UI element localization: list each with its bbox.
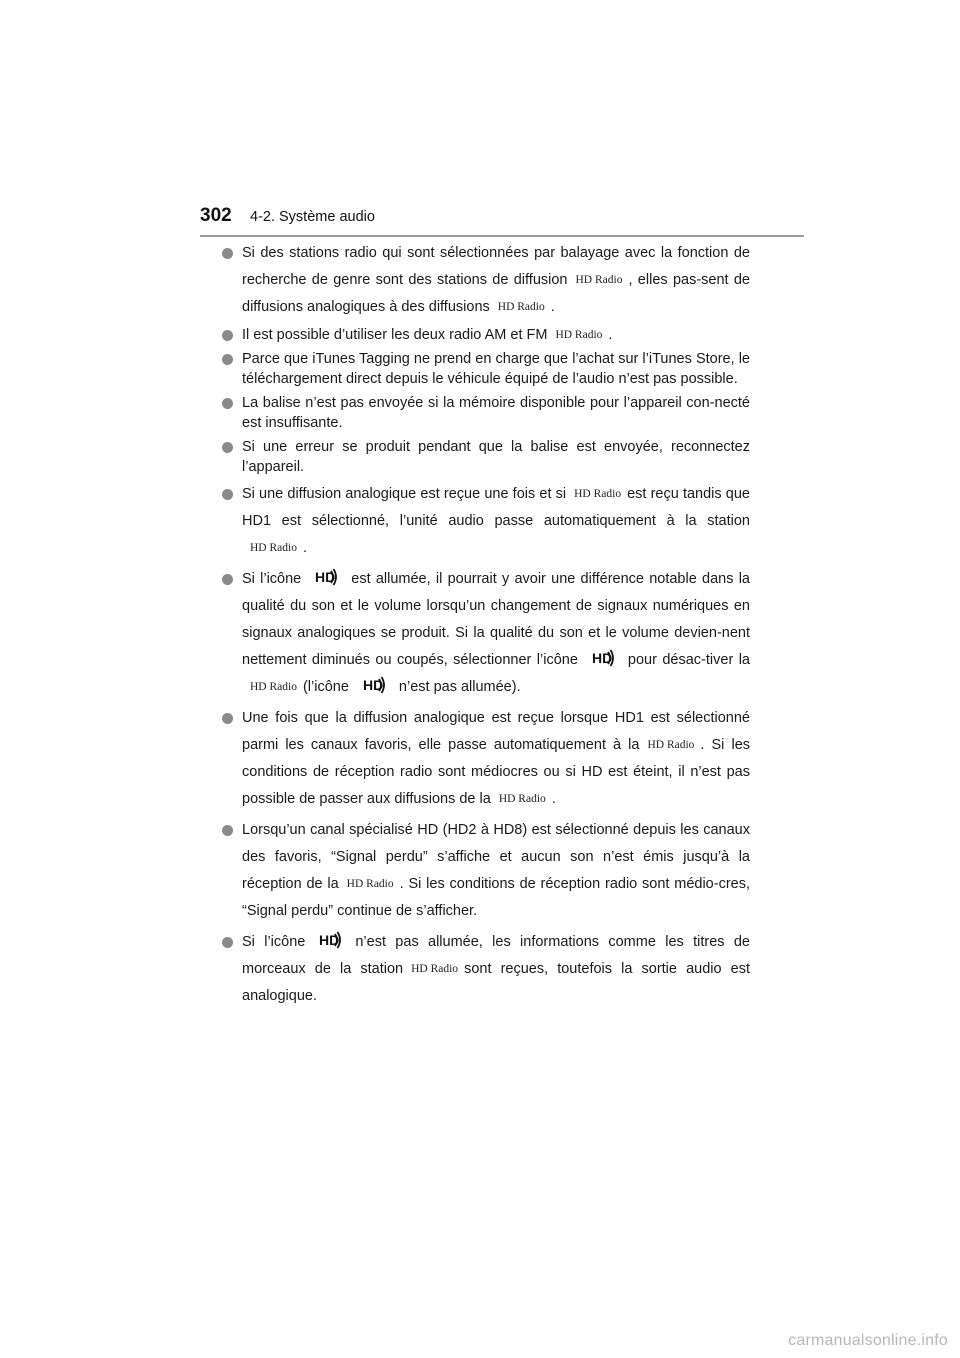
hd-radio-label: HD Radio (250, 542, 297, 554)
bullet-text: Si une erreur se produit pendant que la balise est envoyée, reconnectez l’appareil. (242, 439, 750, 475)
bullet-item (222, 437, 750, 477)
bullet-text: Si des stations radio qui sont sélectionnées par balayage avec la fonction de recherche de genre sont des stations de diffusion (242, 245, 750, 288)
bullet-item (222, 325, 750, 345)
bullet-text: Lorsqu’un canal spécialisé HD (HD2 à HD8) est sélectionné depuis les canaux des favoris, “Signal perdu” s’affiche et aucun son n’est émis jusqu’à la réception de la (242, 822, 750, 892)
hd-radio-label: HD Radio (647, 739, 695, 751)
hd-radio-label: HD Radio (574, 488, 622, 500)
bullet-dot (222, 937, 233, 948)
bullet-dot (222, 574, 233, 585)
bullet-dot (222, 330, 233, 341)
bullet-dot (222, 489, 233, 500)
bullet-item (222, 393, 750, 433)
bullet-text: est reçu tandis que HD1 est sélectionné, l’unité audio passe automatiquement à la station (242, 486, 750, 529)
hd-radio-label: HD Radio (250, 681, 297, 693)
section-title: 4-2. Système audio (250, 209, 375, 225)
bullet-item (222, 705, 750, 813)
bullet-item (222, 566, 750, 701)
hd-radio-label: HD Radio (346, 878, 394, 890)
bullet-text: Il est possible d’utiliser les deux radio AM et FM (242, 327, 548, 343)
bullet-item (222, 349, 750, 389)
bullet-text: . Si les conditions de réception radio sont médio-cres, “Signal perdu” continue de s’afficher. (242, 876, 750, 919)
bullet-dot (222, 398, 233, 409)
bullet-item (222, 481, 750, 562)
bullet-text: . (551, 791, 556, 807)
hd-radio-label: HD Radio (497, 301, 545, 313)
bullet-item (222, 929, 750, 1010)
bullet-text: La balise n’est pas envoyée si la mémoire disponible pour l’appareil con-necté est insuffisante. (242, 395, 750, 431)
svg-text:HD: HD (362, 677, 384, 693)
bullet-dot (222, 713, 233, 724)
hd-radio-label: HD Radio (555, 329, 603, 341)
bullet-text: . Si les conditions de réception radio sont médiocres ou si HD est éteint, il n’est pas possible de passer aux diffusions de la (242, 737, 751, 807)
svg-text:HD: HD (319, 932, 340, 948)
hd-radio-icon (363, 676, 385, 694)
bullet-dot (222, 248, 233, 259)
svg-text:HD: HD (591, 650, 613, 666)
page-header (200, 201, 804, 237)
bullet-text: Si l’icône (242, 571, 302, 587)
bullet-text: n’est pas allumée, les informations comme les titres de morceaux de la station (242, 934, 750, 977)
bullet-list (222, 240, 750, 1014)
bullet-text: n’est pas allumée). (398, 679, 521, 695)
svg-text:HD: HD (315, 569, 336, 585)
watermark: carmanualsonline.info (788, 1332, 948, 1349)
hd-radio-icon (315, 568, 337, 586)
hd-radio-label: HD Radio (498, 793, 546, 805)
hd-radio-icon (319, 931, 341, 949)
bullet-text: . (302, 540, 307, 556)
bullet-text: pour désac-tiver la (627, 652, 750, 668)
bullet-text: . (608, 327, 613, 343)
bullet-text: est allumée, il pourrait y avoir une différence notable dans la qualité du son et le volume lorsqu’un changement de signaux numériques en signaux analogiques se produit. Si la qualité du son et le volume devien-nent nettement diminués ou coupés, sélectionner l’icône (242, 571, 750, 668)
bullet-text: Si l’icône (242, 934, 306, 950)
hd-radio-label: HD Radio (575, 274, 623, 286)
bullet-dot (222, 354, 233, 365)
bullet-text: (l’icône (302, 679, 349, 695)
bullet-text: Si une diffusion analogique est reçue une fois et si (242, 486, 567, 502)
hd-radio-label: HD Radio (411, 963, 459, 975)
hd-radio-icon (592, 649, 614, 667)
bullet-text: Parce que iTunes Tagging ne prend en charge que l’achat sur l’iTunes Store, le téléchargement direct depuis le véhicule équipé de l’audio n’est pas possible. (242, 351, 750, 387)
bullet-text: Une fois que la diffusion analogique est reçue lorsque HD1 est sélectionné parmi les canaux favoris, elle passe automatiquement à la (242, 710, 750, 753)
bullet-item (222, 240, 750, 321)
bullet-dot (222, 825, 233, 836)
bullet-text: sont reçues, toutefois la sortie audio est analogique. (242, 961, 750, 1004)
bullet-text: , elles pas-sent de diffusions analogiques à des diffusions (242, 272, 750, 315)
bullet-item (222, 817, 750, 925)
page-number: 302 (200, 205, 232, 226)
bullet-text: . (550, 299, 555, 315)
bullet-dot (222, 442, 233, 453)
